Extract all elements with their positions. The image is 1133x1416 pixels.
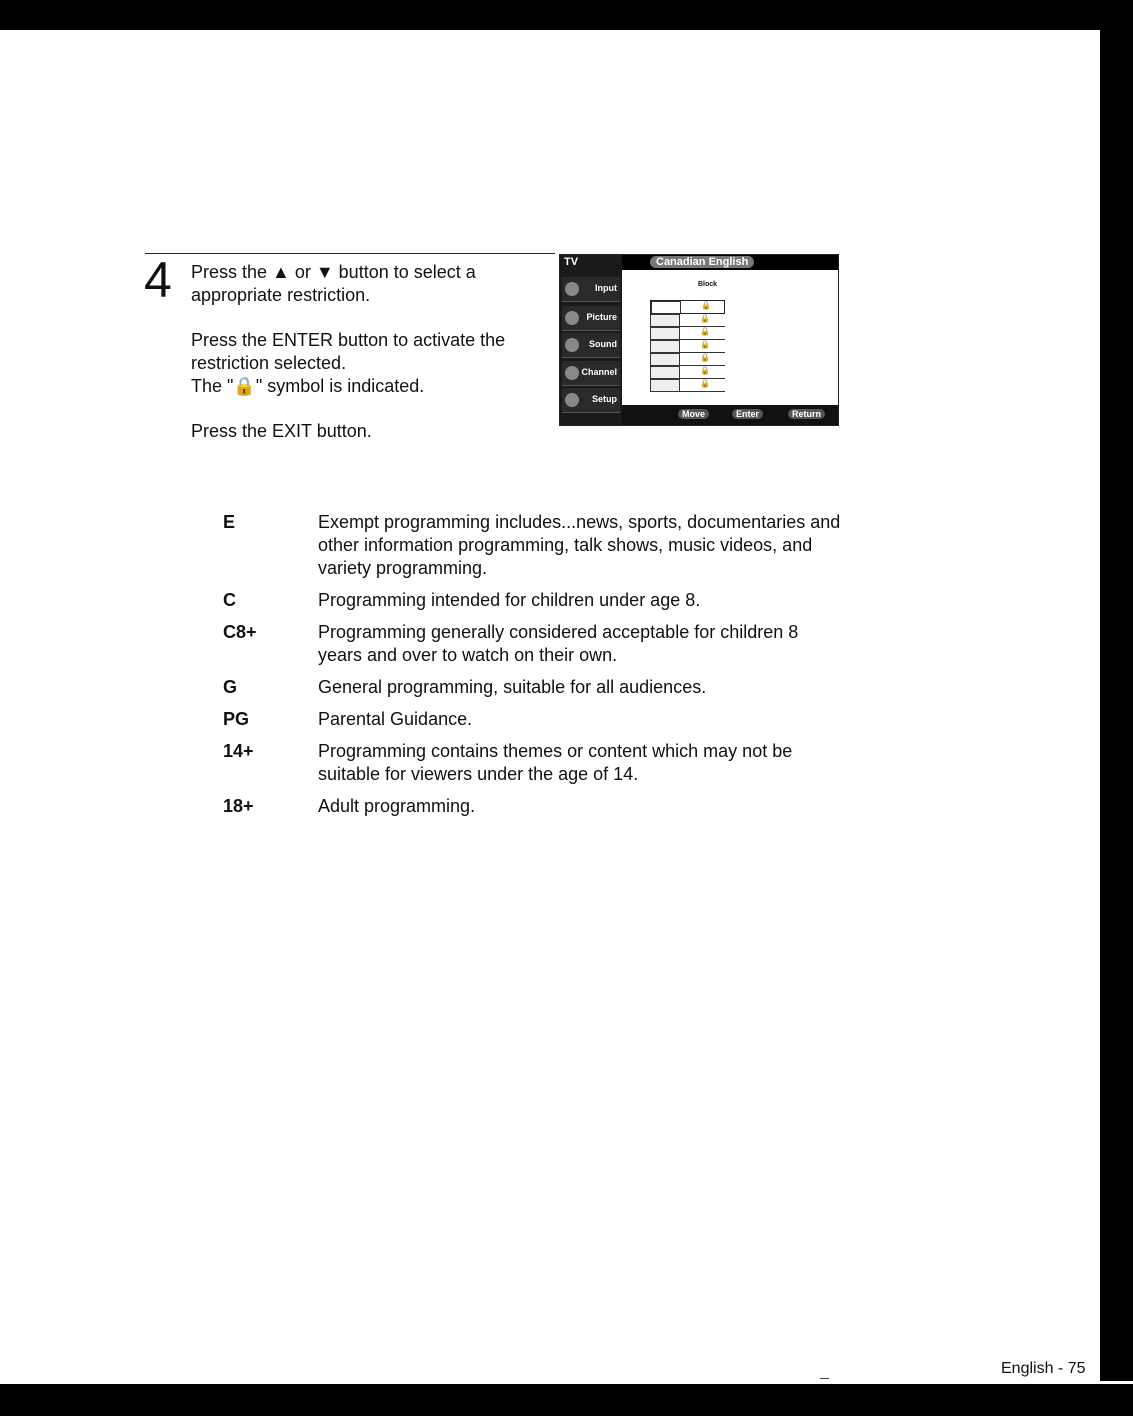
rating-item (223, 621, 843, 667)
step-instruction-select (191, 261, 541, 307)
lock-icon: 🔒 (700, 340, 710, 349)
step-divider (145, 253, 555, 254)
lock-icon: 🔒 (700, 366, 710, 375)
tv-menu-screenshot (559, 254, 839, 426)
lock-icon: 🔒 (700, 353, 710, 362)
rating-item (223, 589, 843, 612)
tv-sidebar (560, 255, 622, 425)
rating-item (223, 511, 843, 580)
tv-menu-channel: Channel (562, 361, 620, 386)
rating-item (223, 708, 843, 731)
tv-title-bar (622, 255, 838, 270)
rating-item (223, 676, 843, 699)
sound-icon (565, 338, 579, 352)
step-number: 4 (144, 252, 172, 308)
tv-menu-sound: Sound (562, 333, 620, 358)
tv-footer-move: Move (678, 409, 709, 419)
bottom-border-bar (0, 1384, 1133, 1416)
rating-description: Programming contains themes or content which may not be suitable for viewers under the age of 14. (318, 741, 793, 784)
rating-code: C8+ (223, 622, 257, 642)
rating-description: Programming intended for children under age 8. (318, 590, 701, 610)
channel-icon (565, 366, 579, 380)
rating-description: Programming generally considered acceptable for children 8 years and over to watch on their own. (318, 622, 799, 665)
tv-menu-picture: Picture (562, 306, 620, 331)
tv-footer-enter: Enter (732, 409, 763, 419)
rating-code: 14+ (223, 741, 254, 761)
tv-rating-row (650, 366, 725, 379)
rating-description: Parental Guidance. (318, 709, 473, 729)
rating-description: Exempt programming includes...news, sports, documentaries and other information programming, talk shows, music videos, and variety programming. (318, 512, 841, 578)
rating-item (223, 740, 843, 786)
tv-rating-row (650, 327, 725, 340)
picture-icon (565, 311, 579, 325)
rating-code: C (223, 590, 236, 610)
step-instruction-exit (191, 420, 541, 443)
tv-menu-input: Input (562, 277, 620, 302)
footer-tick-mark (820, 1378, 829, 1379)
tv-rating-grid (650, 300, 725, 392)
step-instruction-enter (191, 329, 541, 398)
tv-logo: TV (564, 256, 579, 268)
rating-description: General programming, suitable for all audiences. (318, 677, 707, 697)
step-line-symbol: The "🔒" symbol is indicated. (191, 376, 425, 396)
tv-rating-row (650, 314, 725, 327)
setup-icon (565, 393, 579, 407)
tv-menu-setup: Setup (562, 388, 620, 413)
tv-rating-row (650, 353, 725, 366)
input-icon (565, 282, 579, 296)
tv-footer-bar (622, 405, 838, 425)
rating-definitions (223, 511, 843, 827)
rating-item (223, 795, 843, 818)
lock-icon: 🔒 (701, 301, 711, 310)
rating-code: E (223, 512, 236, 532)
step-line-exit: Press the EXIT button. (191, 421, 372, 441)
rating-code: 18+ (223, 796, 254, 816)
right-border-bar (1100, 0, 1133, 1381)
tv-footer-return: Return (788, 409, 825, 419)
lock-icon: 🔒 (700, 379, 710, 388)
step-line-select: Press the ▲ or ▼ button to select a appropriate restriction. (191, 262, 476, 305)
tv-rating-row (650, 340, 725, 353)
tv-rating-row (650, 379, 725, 392)
step-line-enter: Press the ENTER button to activate the restriction selected. (191, 330, 506, 373)
tv-rating-row (650, 300, 725, 314)
rating-code: PG (223, 709, 250, 729)
tv-title: Canadian English (650, 256, 754, 268)
rating-description: Adult programming. (318, 796, 476, 816)
top-border-bar (0, 0, 1133, 30)
lock-icon: 🔒 (700, 314, 710, 323)
tv-column-header: Block (698, 281, 718, 288)
lock-icon: 🔒 (700, 327, 710, 336)
rating-code: G (223, 677, 238, 697)
page-number: English - 75 (1001, 1360, 1086, 1377)
